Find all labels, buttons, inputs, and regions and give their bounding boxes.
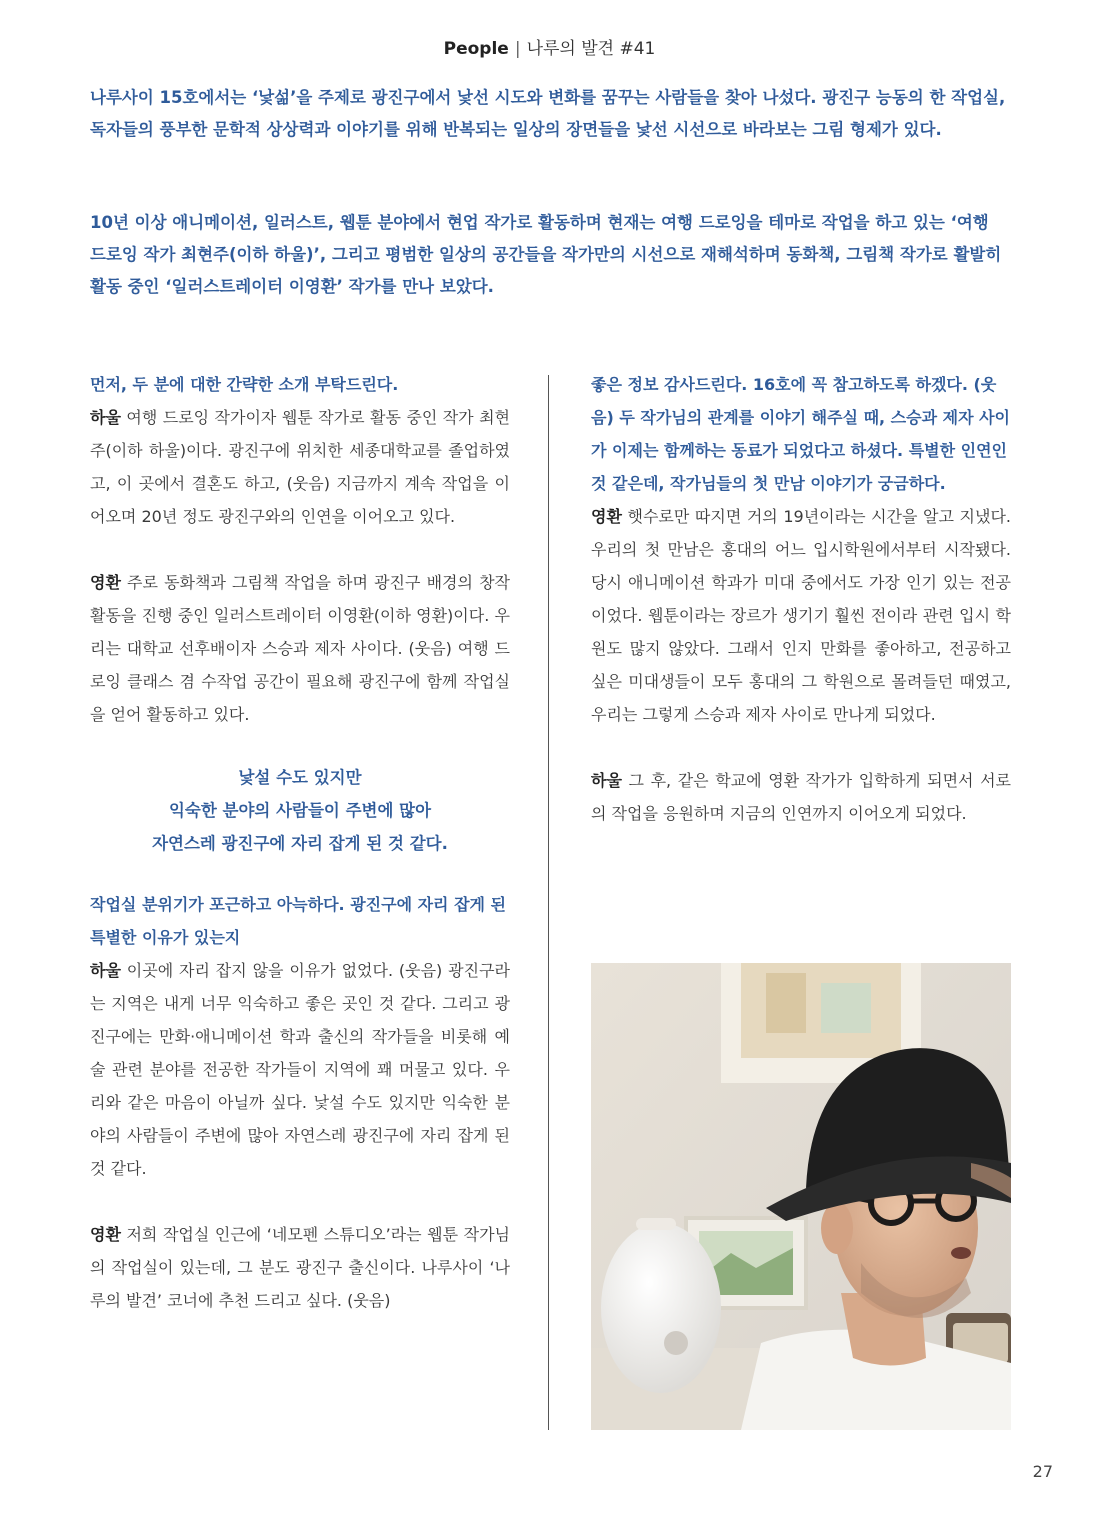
pull-quote-line: 익숙한 분야의 사람들이 주변에 많아	[168, 801, 432, 820]
intro-text-2: 10년 이상 애니메이션, 일러스트, 웹툰 분야에서 현업 작가로 활동하며 현재는 여행 드로잉을 테마로 작업을 하고 있는 ‘여행 드로잉 작가 최현주(이하 하울)’, 그리고 평범한 일상의 공간들을 작가만의 시선으로 재해석하며 동화책, 그림책 작가로 활발히 활동 중인 ‘일러스트레이터 이영환’ 작가를 만나 보았다.	[90, 213, 1002, 296]
speaker-name: 영환	[90, 573, 121, 592]
header-separator: |	[514, 39, 521, 59]
answer-text: 햇수로만 따지면 거의 19년이라는 시간을 알고 지냈다. 우리의 첫 만남은 홍대의 어느 입시학원에서부터 시작됐다. 당시 애니메이션 학과가 미대 중에서도 가장 인기 있는 전공이었다. 웹툰이라는 장르가 생기기 훨씬 전이라 관련 입시 학원도 많지 않았다. 그래서 인지 만화를 좋아하고, 전공하고 싶은 미대생들이 모두 홍대의 그 학원으로 몰려들던 때였고, 우리는 그렇게 스승과 제자 사이로 만나게 되었다.	[591, 507, 1011, 724]
answer-text: 저희 작업실 인근에 ‘네모펜 스튜디오’라는 웹툰 작가님의 작업실이 있는데, 그 분도 광진구 출신이다. 나루사이 ‘나루의 발견’ 코너에 추천 드리고 싶다. (웃음)	[90, 1225, 510, 1310]
artist-portrait-photo	[591, 963, 1011, 1430]
left-column	[90, 368, 510, 1317]
page-number: 27	[1032, 1462, 1053, 1481]
speaker-name: 영환	[90, 1225, 121, 1244]
answer-younghwan-1	[90, 566, 510, 731]
pull-quote	[90, 761, 510, 860]
answer-haul-2	[90, 954, 510, 1185]
column-divider	[548, 375, 549, 1430]
speaker-name: 하울	[90, 408, 121, 427]
section-label: People	[443, 39, 509, 59]
pull-quote-line: 낯설 수도 있지만	[238, 768, 362, 787]
question-studio: 작업실 분위기가 포근하고 아늑하다. 광진구에 자리 잡게 된 특별한 이유가 있는지	[90, 895, 507, 947]
answer-younghwan-2	[90, 1218, 510, 1317]
answer-haul-1	[90, 401, 510, 533]
answer-text: 여행 드로잉 작가이자 웹툰 작가로 활동 중인 작가 최현주(이하 하울)이다. 광진구에 위치한 세종대학교를 졸업하였고, 이 곳에서 결혼도 하고, (웃음) 지금까지 계속 작업을 이어오며 20년 정도 광진구와의 인연을 이어오고 있다.	[90, 408, 510, 526]
question-first-meeting: 좋은 정보 감사드린다. 16호에 꼭 참고하도록 하겠다. (웃음) 두 작가님의 관계를 이야기 해주실 때, 스승과 제자 사이가 이제는 함께하는 동료가 되었다고 하셨다. 특별한 인연인 것 같은데, 작가님들의 첫 만남 이야기가 궁금하다.	[591, 375, 1011, 493]
answer-text: 주로 동화책과 그림책 작업을 하며 광진구 배경의 창작 활동을 진행 중인 일러스트레이터 이영환(이하 영환)이다. 우리는 대학교 선후배이자 스승과 제자 사이다. (웃음) 여행 드로잉 클래스 겸 수작업 공간이 필요해 광진구에 함께 작업실을 얻어 활동하고 있다.	[90, 573, 510, 724]
answer-text: 이곳에 자리 잡지 않을 이유가 없었다. (웃음) 광진구라는 지역은 내게 너무 익숙하고 좋은 곳인 것 같다. 그리고 광진구에는 만화·애니메이션 학과 출신의 작가들을 비롯해 예술 관련 분야를 전공한 작가들이 지역에 꽤 머물고 있다. 우리와 같은 마음이 아닐까 싶다. 낯설 수도 있지만 익숙한 분야의 사람들이 주변에 많아 자연스레 광진구에 자리 잡게 된 것 같다.	[90, 961, 510, 1178]
running-header	[0, 34, 1099, 59]
right-column	[591, 368, 1011, 830]
series-label: 나루의 발견 #41	[526, 39, 656, 59]
speaker-name: 하울	[90, 961, 121, 980]
question-intro: 먼저, 두 분에 대한 간략한 소개 부탁드린다.	[90, 375, 399, 394]
answer-younghwan-3	[591, 500, 1011, 731]
intro-text-1: 나루사이 15호에서는 ‘낯섦’을 주제로 광진구에서 낯선 시도와 변화를 꿈꾸는 사람들을 찾아 나섰다. 광진구 능동의 한 작업실, 독자들의 풍부한 문학적 상상력과 이야기를 위해 반복되는 일상의 장면들을 낯선 시선으로 바라보는 그림 형제가 있다.	[90, 88, 1006, 139]
speaker-name: 영환	[591, 507, 622, 526]
intro-paragraph-1	[90, 82, 1010, 146]
answer-text: 그 후, 같은 학교에 영환 작가가 입학하게 되면서 서로의 작업을 응원하며 지금의 인연까지 이어오게 되었다.	[591, 771, 1011, 823]
speaker-name: 하울	[591, 771, 622, 790]
answer-haul-3	[591, 764, 1011, 830]
intro-paragraph-2	[90, 207, 1010, 303]
pull-quote-line: 자연스레 광진구에 자리 잡게 된 것 같다.	[152, 834, 448, 853]
